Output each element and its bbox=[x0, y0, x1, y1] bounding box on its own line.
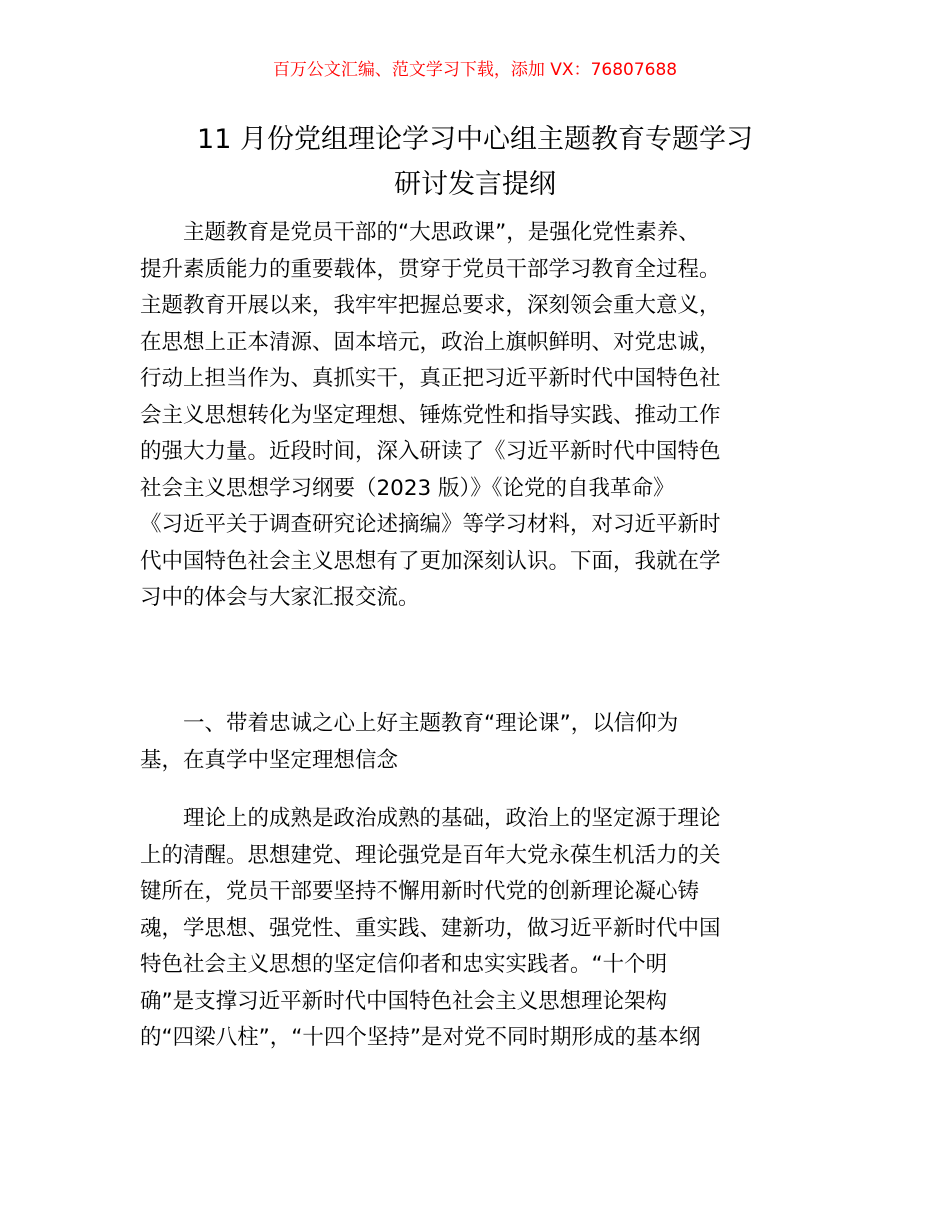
paragraph-line: 行动上担当作为、真抓实干，真正把习近平新时代中国特色社 bbox=[140, 366, 721, 391]
paragraph-line: 的“四梁八柱”，“十四个坚持”是对党不同时期形成的基本纲 bbox=[140, 1025, 701, 1050]
heading-line: 一、带着忠诚之心上好主题教育“理论课”，以信仰为 bbox=[183, 711, 679, 736]
paragraph-line: 主题教育开展以来，我牢牢把握总要求，深刻领会重大意义， bbox=[140, 293, 721, 318]
paragraph-line: 代中国特色社会主义思想有了更加深刻认识。下面，我就在学 bbox=[140, 548, 721, 574]
paragraph-line: 特色社会主义思想的坚定信仰者和忠实实践者。“十个明 bbox=[140, 952, 668, 977]
title-line-2: 研讨发言提纲 bbox=[394, 169, 556, 200]
title-line-1: 11 月份党组理论学习中心组主题教育专题学习 bbox=[197, 124, 753, 155]
paragraph-section-1 bbox=[140, 801, 815, 1057]
paragraph-line: 理论上的成熟是政治成熟的基础，政治上的坚定源于理论 bbox=[183, 806, 721, 831]
watermark-header: 百万公文汇编、范文学习下载，添加 VX：76807688 bbox=[272, 60, 678, 80]
paragraph-line: 魂，学思想、强党性、重实践、建新功，做习近平新时代中国 bbox=[140, 915, 721, 941]
section-heading-1 bbox=[140, 706, 815, 779]
paragraph-line: 社会主义思想学习纲要（2023 版）》《论党的自我革命》 bbox=[140, 475, 675, 501]
paragraph-line: 提升素质能力的重要载体，贯穿于党员干部学习教育全过程。 bbox=[140, 256, 721, 282]
paragraph-line: 键所在，党员干部要坚持不懈用新时代党的创新理论凝心铸 bbox=[140, 879, 700, 904]
paragraph-line: 上的清醒。思想建党、理论强党是百年大党永葆生机活力的关 bbox=[140, 842, 721, 868]
paragraph-line: 《习近平关于调查研究论述摘编》等学习材料，对习近平新时 bbox=[140, 512, 721, 537]
document-title bbox=[120, 117, 830, 207]
paragraph-line: 的强大力量。近段时间，深入研读了《习近平新时代中国特色 bbox=[140, 439, 721, 464]
paragraph-line: 习中的体会与大家汇报交流。 bbox=[140, 585, 420, 610]
paragraph-line: 确”是支撑习近平新时代中国特色社会主义思想理论架构 bbox=[140, 988, 668, 1014]
heading-line: 基，在真学中坚定理想信念 bbox=[140, 747, 399, 773]
paragraph-intro bbox=[140, 215, 815, 617]
paragraph-line: 会主义思想转化为坚定理想、锤炼党性和指导实践、推动工作 bbox=[140, 402, 721, 428]
paragraph-line: 在思想上正本清源、固本培元，政治上旗帜鲜明、对党忠诚， bbox=[140, 329, 721, 355]
paragraph-line: 主题教育是党员干部的“大思政课”，是强化党性素养、 bbox=[183, 220, 700, 245]
